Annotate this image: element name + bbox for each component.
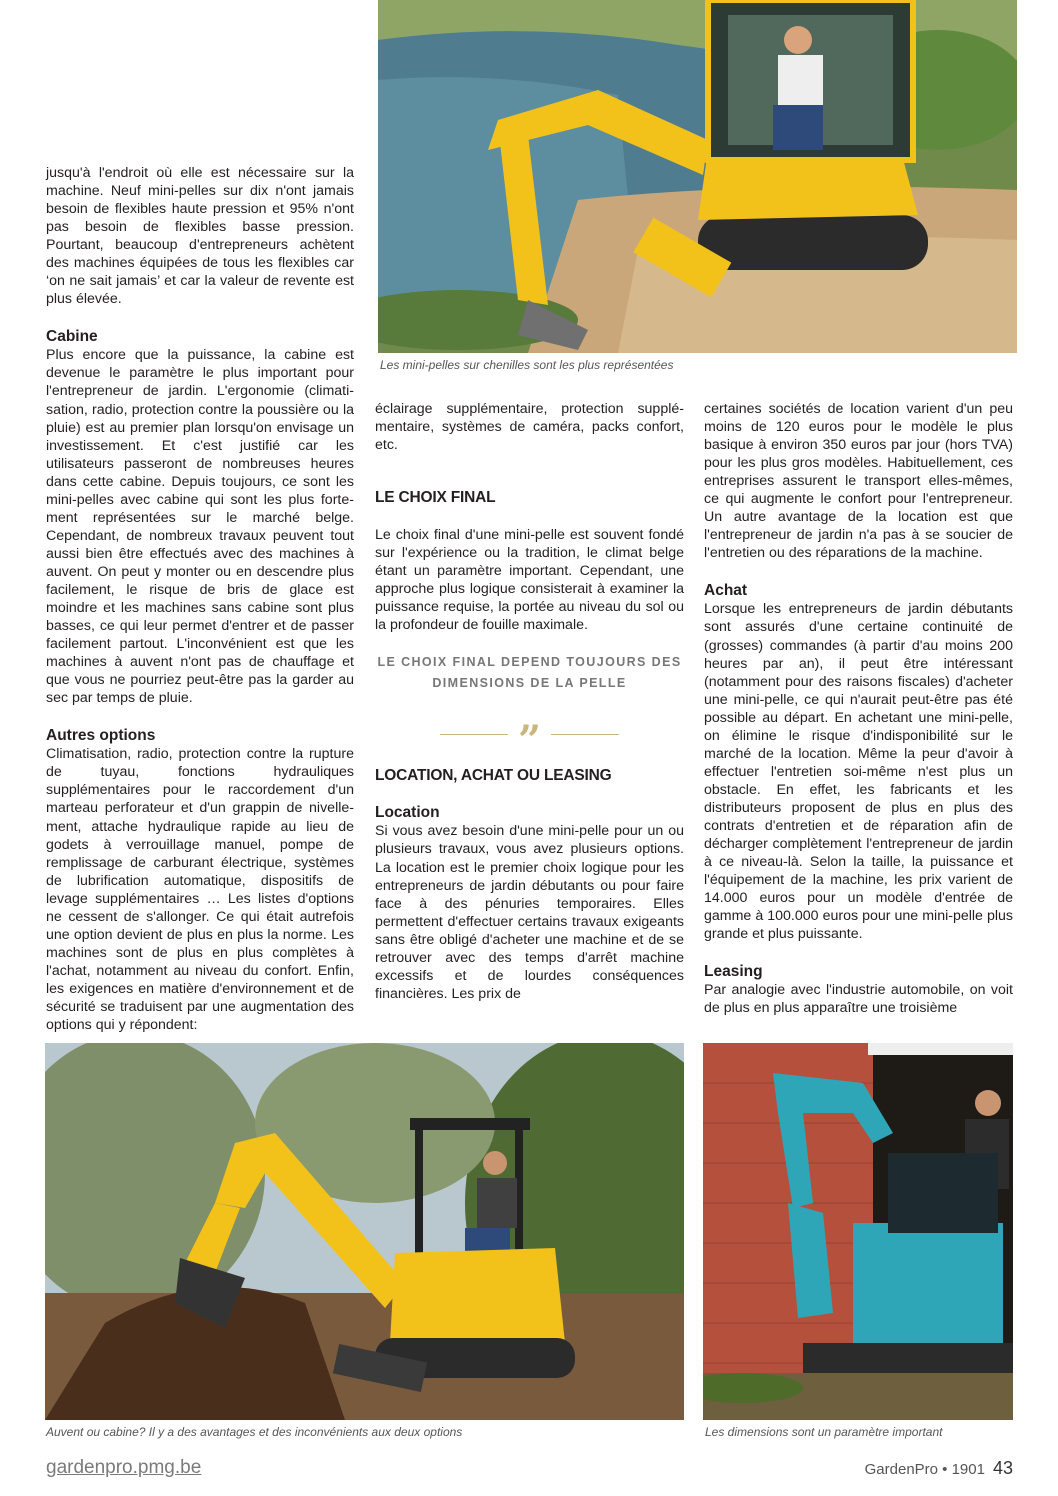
- achat-paragraph: Lorsque les entrepreneurs de jardin débutants sont assurés d'une certaine continuité de (grosses) commandes (à partir d'au moins 200 heures par an), il peut être intéressant (notamment pour des raisons fiscales) d'acheter une mini-pelle, ce qui n'aurait peut-être pas été possible au départ. En achetant une mini-pelle, on élimine le risque d'indisponibilité sur le marché de la location. Même la peur d'avoir à effectuer l'entretien soi-même n'est plus un obstacle. En effet, les fabricants et les distributeurs proposent de plus en plus des contrats d'entretien et de réparation afin de décharger complètement l'entrepreneur de jardin à ce niveau-là. Selon la taille, la puissance et l'équipement de la machine, les prix varient de 14.000 euros pour un modèle d'entrée de gamme à 100.000 euros pour une mini-pelle plus grande et plus puissante.: [704, 601, 1013, 943]
- page-number: 43: [992, 1458, 1013, 1478]
- quote-divider: [375, 716, 684, 765]
- leasing-paragraph: Par analogie avec l'industrie automobile, on voit de plus en plus apparaître une troisième: [704, 982, 1013, 1017]
- column-1: [46, 164, 354, 1034]
- heading-location: Location: [375, 804, 440, 822]
- heading-leasing: Leasing: [704, 963, 763, 981]
- photo-airman-excavator: [703, 1043, 1013, 1420]
- photo-yanmar-excavator: [378, 0, 1017, 353]
- footer-website-link[interactable]: gardenpro.pmg.be: [46, 1457, 202, 1478]
- pullquote: LE CHOIX FINAL DEPEND TOUJOURS DES DIMENSIONS DE LA PELLE: [377, 655, 682, 691]
- cabine-paragraph: Plus encore que la puissance, la cabine est devenue le paramètre le plus important pour l'entrepreneur de jardin. L'ergonomie (climatisation, radio, protection contre la poussière ou la pluie) est au premier plan lorsqu'on envisage un investissement. Et c'est justifié car les utilisateurs passeront de nombreuses heures dans cette cabine. Depuis toujours, ce sont les mini-pelles avec cabine qui sont les plus fortement représentées sur le marché belge. Cependant, de nombreux travaux peuvent tout aussi bien être effectués avec des machines à auvent. On peut y monter ou en descendre plus facilement, le risque de bris de glace est moindre et les machines sans cabine sont plus basses, ce qui leur permet d'entrer et de passer facilement partout. L'inconvénient est que les machines à auvent n'ont pas de chauffage et que vous ne pourriez peut-être pas la garder au sec par temps de pluie.: [46, 347, 354, 707]
- quote-divider-line-left: [440, 734, 508, 735]
- photo-caption-bottom-left: Auvent ou cabine? Il y a des avantages et des inconvénients aux deux options: [46, 1425, 463, 1439]
- photo-caption-bottom-right: Les dimensions sont un paramètre important: [705, 1425, 943, 1439]
- quote-divider-line-right: [551, 734, 619, 735]
- footer-page-info: [865, 1457, 1013, 1481]
- options-paragraph: Climatisation, radio, protection contre la rupture de tuyau, fonctions hydrauliques supplémentaires pour le raccordement d'un marteau perforateur et d'un grappin de nivellement, attache hydraulique rapide au lieu de godets à verrouillage manuel, pompe de remplissage de carburant électrique, systèmes de lubrification automatique, dispositifs de levage supplémentaires … Les listes d'options ne cessent de s'allonger. Ce qui était autrefois une option devient de plus en plus la norme. Les machines sont de plus en plus complètes à l'achat, notamment au niveau du confort. Enfin, les exigences en matière d'environnement et de sécurité se traduisent par une augmentation des options qui y répondent:: [46, 746, 354, 1034]
- heading-le-choix-final: LE CHOIX FINAL: [375, 489, 496, 507]
- photo-komatsu-excavator: [45, 1043, 684, 1420]
- col1-intro-paragraph: jusqu'à l'endroit où elle est nécessaire sur la machine. Neuf mini-pelles sur dix n'ont jamais besoin de flexibles haute pression et 95% n'ont pas besoin de flexibles basse pression. Pourtant, beaucoup d'entrepreneurs achètent des machines équipées de tous les flexibles car ‘on ne sait jamais’ et car la valeur de revente est plus élevée.: [46, 165, 354, 308]
- heading-location-achat-leasing: LOCATION, ACHAT OU LEASING: [375, 767, 612, 785]
- col2-intro-paragraph: éclairage supplémentaire, protection supplémentaire, systèmes de caméra, packs confort, etc.: [375, 401, 684, 454]
- col3-intro-paragraph: certaines sociétés de location varient d'un peu moins de 120 euros pour le modèle le plus basique à environ 350 euros par jour (hors TVA) pour les plus gros modèles. Habituellement, ces entreprises assurent le transport elles-mêmes, ce qui augmente le confort pour l'entrepreneur. Un autre avantage de la location est que l'entrepreneur de jardin n'a pas à se soucier de l'entretien ou des réparations de la machine.: [704, 401, 1013, 562]
- column-3: [704, 400, 1013, 1017]
- heading-cabine: Cabine: [46, 328, 98, 346]
- photo-caption-top: Les mini-pelles sur chenilles sont les plus représentées: [380, 358, 674, 372]
- footer-magazine-issue: GardenPro • 1901: [864, 1461, 985, 1478]
- location-paragraph: Si vous avez besoin d'une mini-pelle pour un ou plusieurs travaux, vous avez plusieurs options. La location est le premier choix logique pour les entrepreneurs de jardin débutants ou pour faire face à des pénuries temporaires. Elles permettent d'effectuer certains travaux exigeants sans être obligé d'acheter une machine et de se retrouver avec des temps d'arrêt machine excessifs et de lourdes conséquences financières. Les prix de: [375, 823, 684, 1002]
- heading-autres-options: Autres options: [46, 727, 156, 745]
- quote-mark-icon: ”: [517, 717, 541, 765]
- heading-achat: Achat: [704, 582, 748, 600]
- choix-final-paragraph: Le choix final d'une mini-pelle est souvent fondé sur l'expérience ou la tradition, le climat belge étant un paramètre important. Cependant, une approche plus logique consisterait à examiner la puissance requise, la portée au niveau du sol ou la profondeur de fouille maximale.: [375, 527, 684, 634]
- column-2: [375, 400, 684, 1003]
